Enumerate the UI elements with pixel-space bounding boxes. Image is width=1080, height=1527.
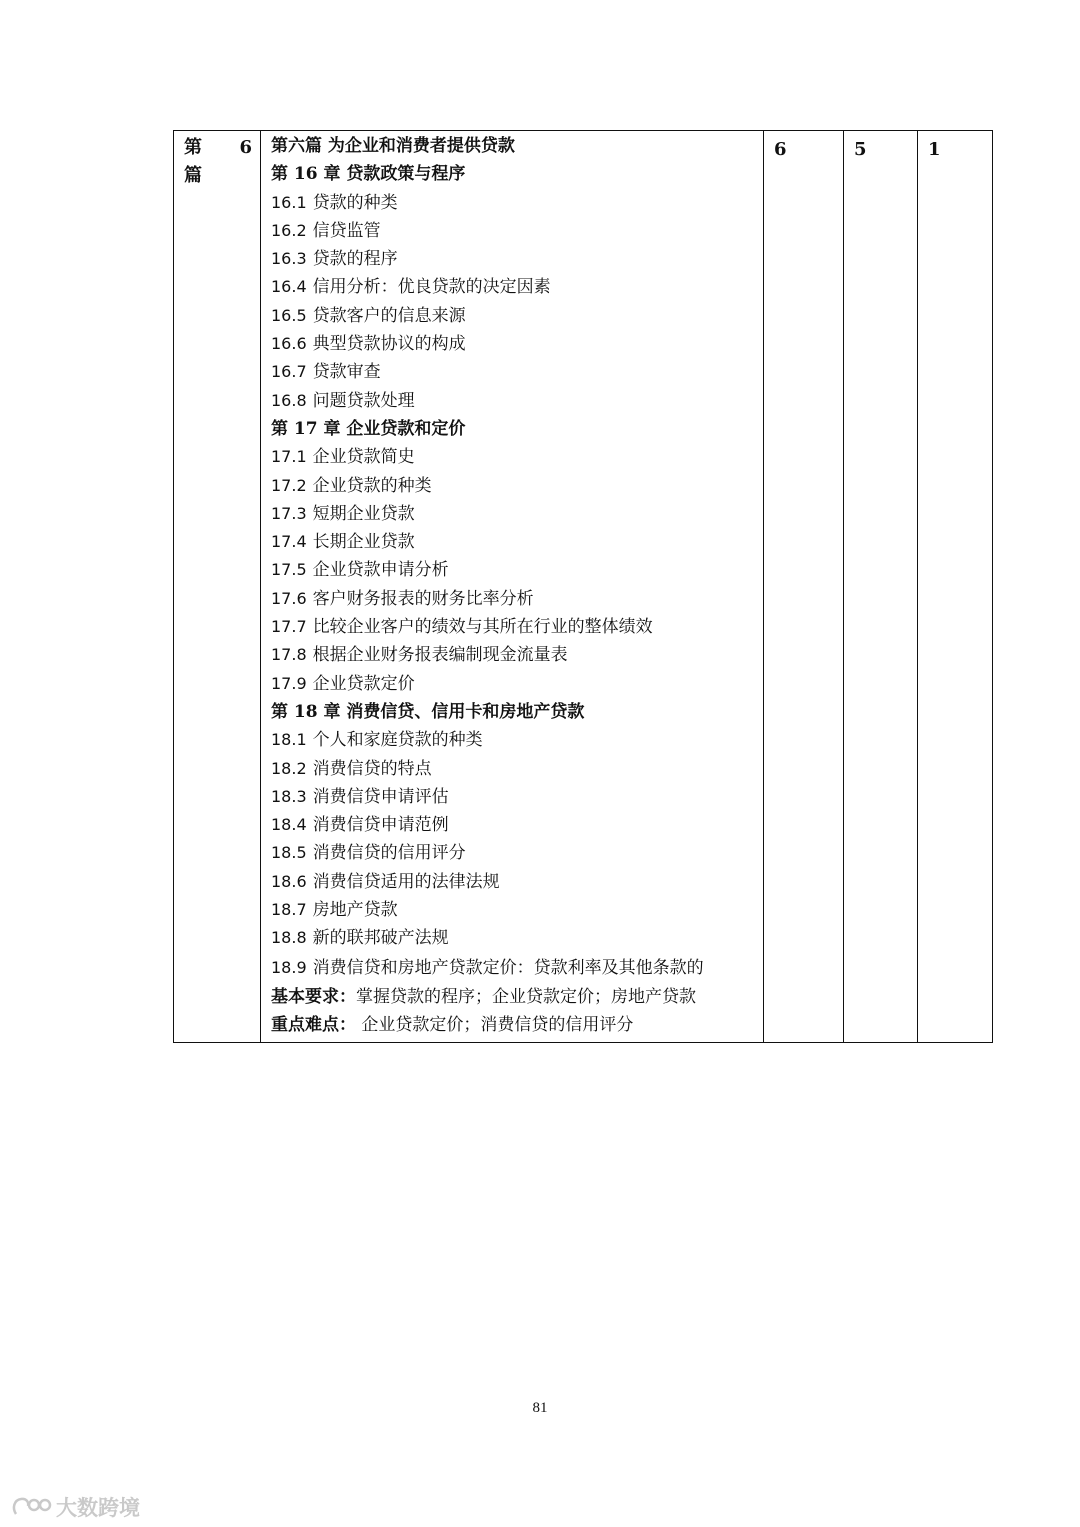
line-text: 消费信贷申请范例 [312,815,449,836]
hours-lecture-cell: 5 [844,131,918,1043]
section-number: 17.1 [271,447,307,467]
line-text: 第 18 章 消费信贷、信用卡和房地产贷款 [271,701,585,722]
section-number: 17.7 [271,617,307,637]
table-row [174,131,993,1043]
section-number: 18.9 [271,957,307,977]
part-label-top: 第 [184,137,202,158]
section-number: 16.7 [271,362,307,382]
section-number: 17.4 [271,532,307,552]
section-line [271,924,755,952]
section-line [271,755,755,783]
section-number: 16.6 [271,334,307,354]
section-line [271,556,755,584]
keypoints-label: 重点难点： [271,1014,356,1035]
section-line [271,387,755,415]
hours-practice-cell: 1 [918,131,993,1043]
line-text: 长期企业贷款 [312,532,415,553]
requirements-label: 基本要求： [271,986,356,1007]
section-line [271,783,755,811]
section-line [271,245,755,273]
section-line [271,217,755,245]
line-text: 消费信贷申请评估 [312,786,449,807]
line-text: 第 17 章 企业贷款和定价 [271,418,466,439]
line-text: 第六篇 为企业和消费者提供贷款 [271,136,515,156]
heading-line [271,698,755,726]
line-text: 贷款的程序 [312,249,398,270]
line-text: 典型贷款协议的构成 [312,334,466,355]
section-number: 18.5 [271,843,307,863]
line-text: 新的联邦破产法规 [312,928,449,949]
line-text: 消费信贷适用的法律法规 [312,871,500,892]
line-text: 客户财务报表的财务比率分析 [312,588,534,609]
line-text: 企业贷款的种类 [312,475,432,496]
line-text: 根据企业财务报表编制现金流量表 [312,645,568,666]
part-label-bottom: 篇 [184,165,202,186]
section-number: 18.4 [271,815,307,835]
page-number: 81 [532,1400,548,1416]
section-line [271,528,755,556]
requirements-line [271,983,755,1011]
line-text: 贷款审查 [312,362,381,383]
content-cell [261,131,764,1043]
section-line [271,358,755,386]
section-line [271,896,755,924]
part-number: 6 [239,137,252,158]
section-line [271,811,755,839]
requirements-text: 掌握贷款的程序；企业贷款定价；房地产贷款 [356,986,696,1007]
keypoints-line [271,1011,755,1039]
section-number: 17.6 [271,588,307,608]
section-line [271,613,755,641]
section-line [271,585,755,613]
content-lines [271,132,755,983]
line-text: 企业贷款定价 [312,673,415,694]
line-text: 房地产贷款 [312,900,398,921]
section-line [271,953,755,983]
line-text: 贷款客户的信息来源 [312,305,466,326]
section-number: 16.3 [271,249,307,269]
section-number: 16.2 [271,220,307,240]
heading-line [271,132,755,160]
hours-total-cell: 6 [764,131,844,1043]
section-line [271,443,755,471]
section-number: 16.1 [271,192,307,212]
line-text: 个人和家庭贷款的种类 [312,730,483,751]
section-line [271,302,755,330]
section-number: 16.4 [271,277,307,297]
section-number: 18.1 [271,730,307,750]
section-line [271,670,755,698]
section-number: 17.9 [271,673,307,693]
watermark-logo-icon [10,1494,52,1520]
section-number: 16.8 [271,390,307,410]
section-number: 17.8 [271,645,307,665]
line-text: 短期企业贷款 [312,503,415,524]
heading-line [271,415,755,443]
section-line [271,641,755,669]
line-text: 比较企业客户的绩效与其所在行业的整体绩效 [312,617,653,638]
section-line [271,330,755,358]
line-text: 企业贷款简史 [312,447,415,468]
syllabus-table [173,130,993,1043]
line-text: 信用分析：优良贷款的决定因素 [312,277,551,298]
line-text: 消费信贷的信用评分 [312,843,466,864]
watermark [10,1492,140,1522]
keypoints-text: 企业贷款定价；消费信贷的信用评分 [356,1014,634,1035]
line-text: 问题贷款处理 [312,390,415,411]
section-number: 18.2 [271,758,307,778]
line-text: 第 16 章 贷款政策与程序 [271,164,466,185]
section-number: 18.8 [271,928,307,948]
section-number: 17.2 [271,475,307,495]
section-line [271,500,755,528]
section-line [271,273,755,301]
part-cell [174,131,261,1043]
section-line [271,726,755,754]
watermark-text: 大数跨境 [56,1496,140,1520]
section-line [271,189,755,217]
line-text: 信贷监管 [312,220,381,241]
section-number: 18.6 [271,871,307,891]
section-number: 18.7 [271,900,307,920]
line-text: 贷款的种类 [312,192,398,213]
section-line [271,868,755,896]
section-number: 16.5 [271,305,307,325]
line-text: 消费信贷和房地产贷款定价：贷款利率及其他条款的 [312,957,704,978]
section-number: 17.5 [271,560,307,580]
line-text: 企业贷款申请分析 [312,560,449,581]
section-number: 18.3 [271,786,307,806]
section-line [271,472,755,500]
heading-line [271,160,755,188]
section-number: 17.3 [271,503,307,523]
section-line [271,839,755,867]
line-text: 消费信贷的特点 [312,758,432,779]
